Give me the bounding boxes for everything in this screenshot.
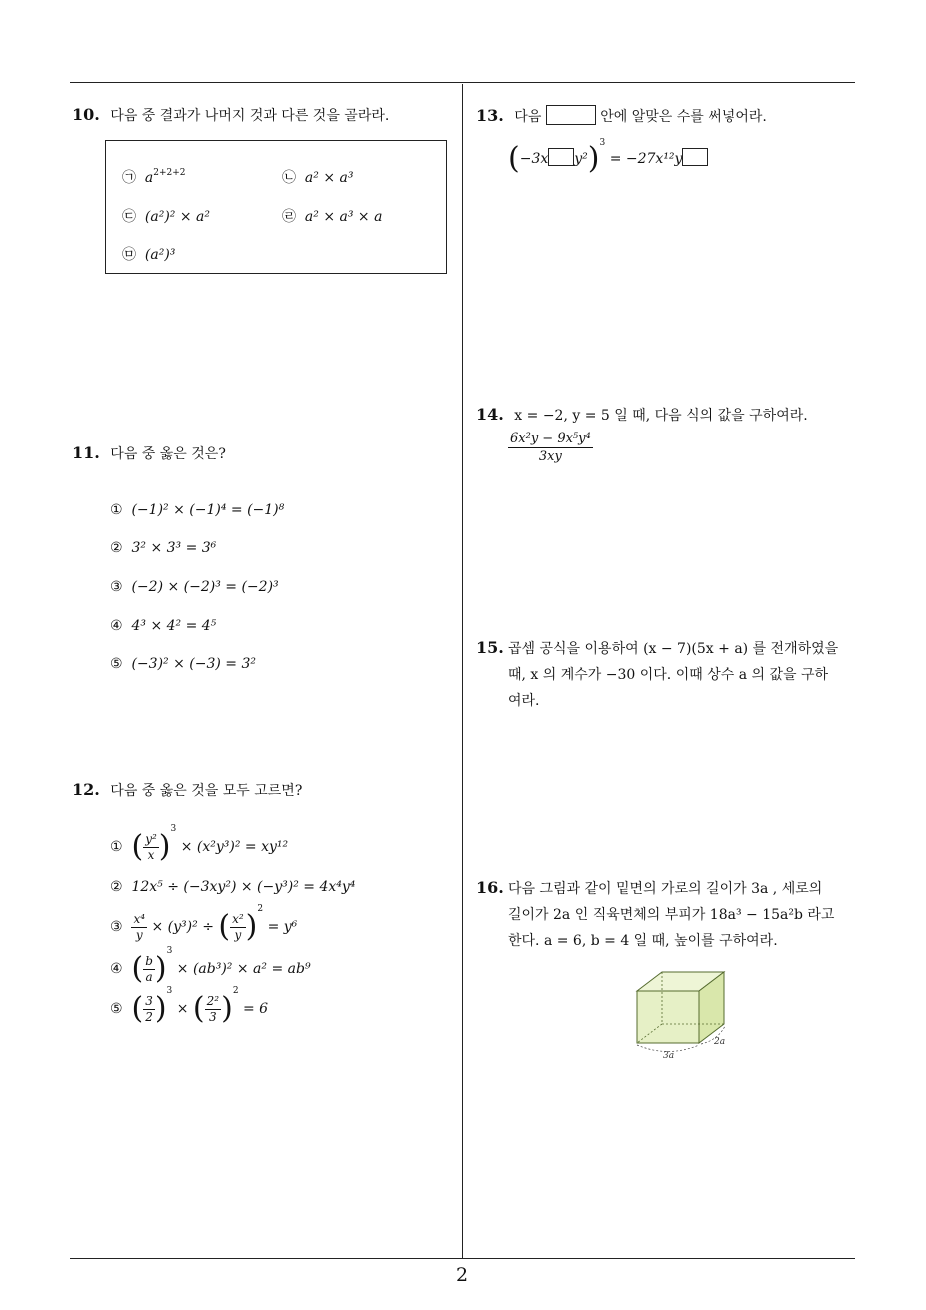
q12-option-3[interactable]: ③ $\frac{\text{x⁴}}{y}$ × (y³)² ÷ ( $\frac{\text{x²}}{y}$ )$^2$ = y⁶ — [110, 904, 298, 944]
q12-stem — [72, 780, 302, 800]
q15-number: 15. — [476, 638, 504, 657]
q14-stem: 14. x = −2, y = 5 일 때, 다음 식의 값을 구하여라. — [476, 405, 808, 424]
q10-option-1[interactable]: ㉠ $a^{2+2+2}$ — [122, 168, 186, 186]
q12-option-5[interactable]: ⑤ ( $\frac{3}{2}$ )$^3$ × ( $\frac{\text{2²}}{3}$ )$^2$ = 6 — [110, 986, 269, 1026]
q11-option-3[interactable]: ③ (−2) × (−2)³ = (−2)³ — [110, 579, 279, 595]
q15-text: 곱셈 공식을 이용하여 (x − 7)(5x + a) 를 전개하였을 때, x 의 계수가 −30 이다. 이때 상수 a 의 값을 구하 여라. — [508, 641, 839, 709]
q14-fraction: $\frac{\text{6x²y − 9x⁵y⁴}}{3xy}$ — [510, 431, 591, 464]
q16-text: 다음 그림과 같이 밑면의 가로의 길이가 3a , 세로의 길이가 2a 인 직육면체의 부피가 18a³ − 15a²b 라고 한다. a = 6, b = 4 일 때, 높이를 구하여라. — [508, 881, 835, 949]
q11-text: 다음 중 옳은 것은? — [110, 446, 226, 462]
q13-stem: 13. 다음 안에 알맞은 수를 써넣어라. — [476, 106, 767, 125]
q11-option-2[interactable]: ② 3² × 3³ = 3⁶ — [110, 540, 217, 556]
q10-stem — [72, 105, 389, 125]
q10-option-5[interactable]: ㉤ (a²)³ — [122, 247, 176, 263]
top-rule — [70, 82, 855, 83]
q10-option-2[interactable]: ㉡ a² × a³ — [282, 170, 354, 186]
q14-number: 14. — [476, 405, 504, 424]
q10-text: 다음 중 결과가 나머지 것과 다른 것을 골라라. — [110, 108, 390, 124]
q16-number-wrap — [476, 878, 510, 897]
bottom-rule — [70, 1258, 855, 1259]
column-divider — [462, 84, 463, 1259]
q10-option-4[interactable]: ㉣ a² × a³ × a — [282, 209, 383, 225]
q11-option-1[interactable]: ① (−1)² × (−1)⁴ = (−1)⁸ — [110, 502, 285, 518]
q13-blank-2[interactable] — [682, 148, 708, 166]
q13-blank-1[interactable] — [548, 148, 574, 166]
q16-number: 16. — [476, 878, 504, 897]
q13-number: 13. — [476, 106, 504, 125]
q11-option-4[interactable]: ④ 4³ × 4² = 4⁵ — [110, 618, 217, 634]
cuboid-figure — [624, 966, 744, 1062]
q11-option-5[interactable]: ⑤ (−3)² × (−3) = 3² — [110, 656, 256, 672]
q15-number-wrap — [476, 638, 510, 657]
depth-label: 2a — [714, 1037, 726, 1047]
q12-opt1-fraction: $\frac{\text{y²}}{x}$ — [145, 831, 157, 862]
width-label: 3a — [663, 1051, 675, 1061]
q12-option-2[interactable]: ② 12x⁵ ÷ (−3xy²) × (−y³)² = 4x⁴y⁴ — [110, 879, 356, 895]
cuboid-front-face — [637, 991, 699, 1043]
q12-number: 12. — [72, 780, 100, 799]
q12-option-1[interactable]: ① ( $\frac{\text{y²}}{x}$ )$^3$ × (x²y³)² = xy¹² — [110, 824, 289, 864]
q12-option-4[interactable]: ④ ( $\frac{b}{a}$ )$^3$ × (ab³)² × a² = ab⁹ — [110, 946, 311, 986]
q10-option-3[interactable]: ㉢ (a²)² × a² — [122, 209, 210, 225]
q13-answer-blank[interactable] — [546, 105, 596, 125]
q10-number: 10. — [72, 105, 100, 124]
q13-expression: (−3x y²)$^3$ = −27x¹²y — [508, 138, 708, 174]
page-number: 2 — [456, 1264, 469, 1286]
q12-text: 다음 중 옳은 것을 모두 고르면? — [110, 783, 303, 799]
q11-number: 11. — [72, 443, 100, 462]
q11-stem — [72, 443, 226, 463]
